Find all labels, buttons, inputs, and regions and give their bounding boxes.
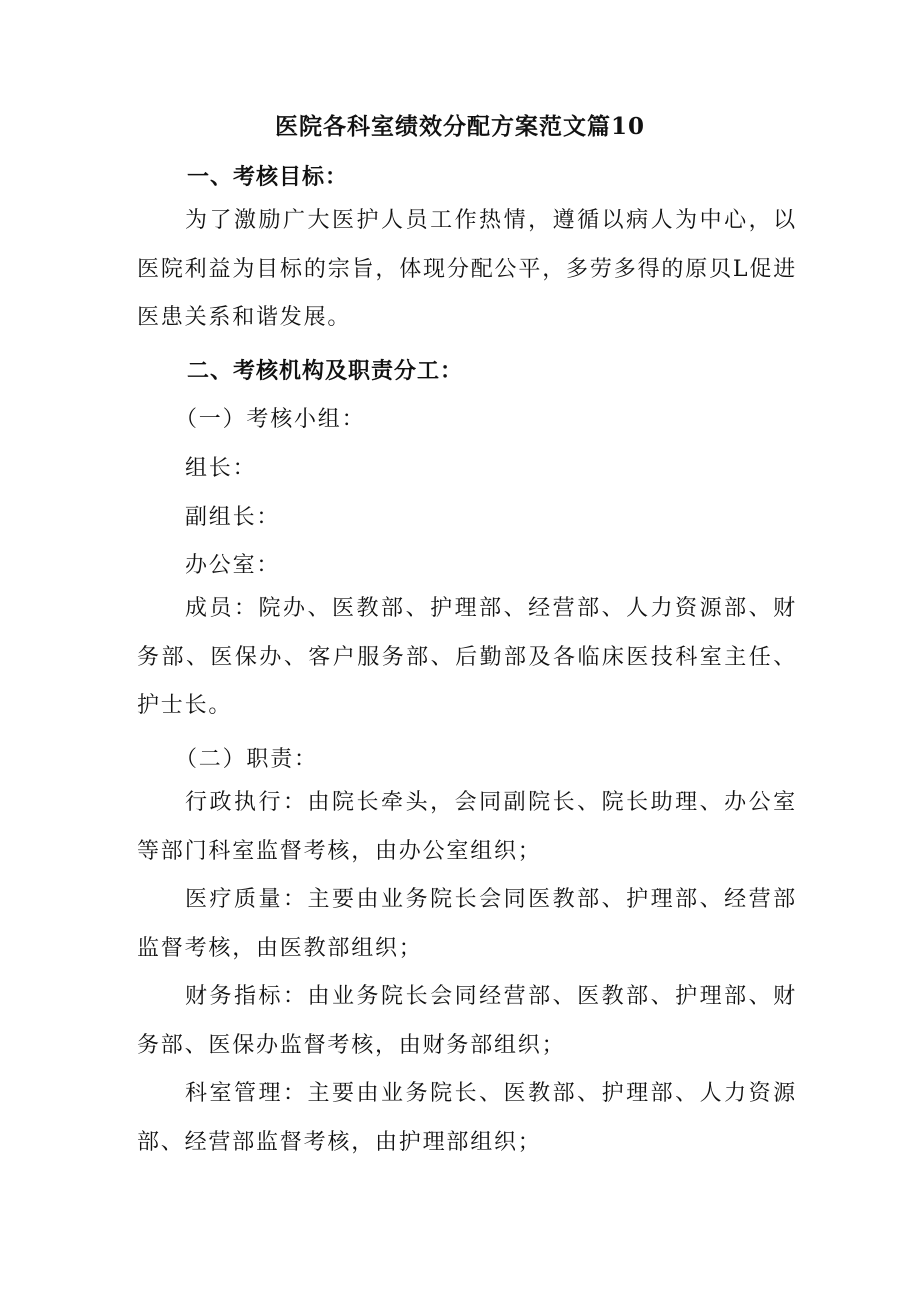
paragraph-duty-finance: 财务指标：由业务院长会同经营部、医教部、护理部、财务部、医保办监督考核，由财务部组织； xyxy=(137,984,797,1058)
section-heading-organization: 二、考核机构及职责分工： xyxy=(187,358,464,384)
office-line: 办公室： xyxy=(185,553,281,578)
section-heading-goals: 一、考核目标： xyxy=(187,164,349,190)
deputy-leader-line: 副组长： xyxy=(185,505,281,530)
document-title: 医院各科室绩效分配方案范文篇10 xyxy=(274,113,645,140)
subheading-duties: （二）职责： xyxy=(175,747,318,772)
leader-line: 组长： xyxy=(185,456,257,481)
paragraph-duty-admin: 行政执行：由院长牵头，会同副院长、院长助理、办公室等部门科室监督考核，由办公室组织； xyxy=(137,790,797,864)
paragraph-duty-quality: 医疗质量：主要由业务院长会同医教部、护理部、经营部监督考核，由医教部组织； xyxy=(137,887,797,961)
subheading-assessment-group: （一）考核小组： xyxy=(175,407,366,432)
paragraph-members: 成员：院办、医教部、护理部、经营部、人力资源部、财务部、医保办、客户服务部、后勤部及各临床医技科室主任、护士长。 xyxy=(137,596,797,718)
paragraph-goals: 为了激励广大医护人员工作热情，遵循以病人为中心，以医院利益为目标的宗旨，体现分配公平，多劳多得的原贝L促进医患关系和谐发展。 xyxy=(137,208,797,330)
paragraph-duty-management: 科室管理：主要由业务院长、医教部、护理部、人力资源部、经营部监督考核，由护理部组织； xyxy=(137,1081,797,1155)
